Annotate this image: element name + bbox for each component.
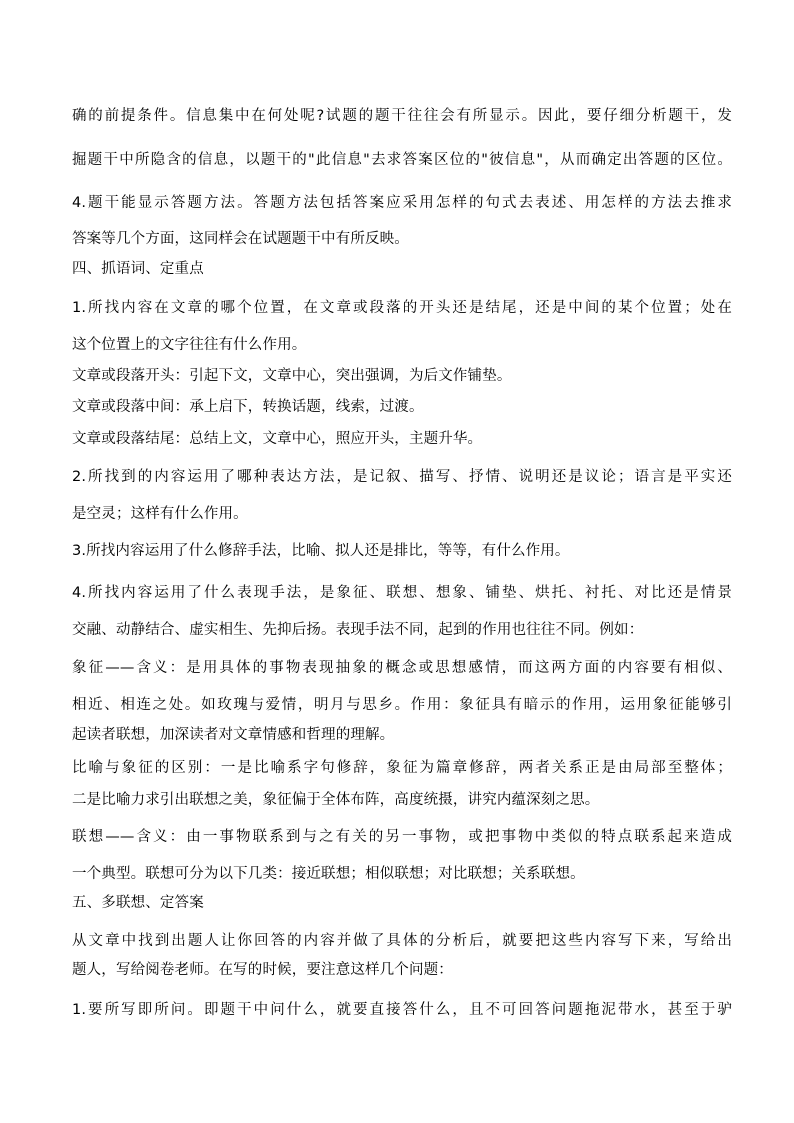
paragraph-line: 交融、动静结合、虚实相生、先抑后扬。表现手法不同，起到的作用也往往不同。例如： [72,622,644,638]
paragraph-line: 比喻与象征的区别：一是比喻系字句修辞，象征为篇章修辞，两者关系正是由局部至整体； [72,760,732,776]
paragraph-line: 这个位置上的文字往往有什么作用。 [72,337,307,353]
paragraph-line: 文章或段落开头：引起下文，文章中心，突出强调，为后文作铺垫。 [72,368,512,384]
paragraph-line: 答案等几个方面，这同样会在试题题干中有所反映。 [72,231,409,247]
paragraph-line: 相近、相连之处。如玫瑰与爱情，明月与思乡。作用：象征具有暗示的作用，运用象征能够引 [72,697,732,713]
paragraph-line: 文章或段落中间：承上启下，转换话题，线索，过渡。 [72,399,424,415]
paragraph-line: 象征——含义：是用具体的事物表现抽象的概念或思想感情，而这两方面的内容要有相似、 [72,660,732,676]
paragraph-line: 4.题干能显示答题方法。答题方法包括答案应采用怎样的句式去表述、用怎样的方法去推求 [72,195,732,211]
paragraph-line: 文章或段落结尾：总结上文，文章中心，照应开头，主题升华。 [72,431,483,447]
paragraph-line: 3.所找内容运用了什么修辞手法，比喻、拟人还是排比，等等，有什么作用。 [72,543,570,559]
paragraph-line: 一个典型。联想可分为以下几类：接近联想；相似联想；对比联想；关系联想。 [72,866,585,882]
paragraph-line: 掘题干中所隐含的信息，以题干的"此信息"去求答案区位的"彼信息"，从而确定出答题的区位。 [72,152,732,168]
paragraph-line: 从文章中找到出题人让你回答的内容并做了具体的分析后，就要把这些内容写下来，写给出 [72,933,732,949]
paragraph-line: 是空灵；这样有什么作用。 [72,506,248,522]
paragraph-line: 4.所找内容运用了什么表现手法，是象征、联想、想象、铺垫、烘托、衬托、对比还是情景 [72,585,732,601]
paragraph-line: 联想——含义：由一事物联系到与之有关的另一事物，或把事物中类似的特点联系起来造成 [72,829,732,845]
paragraph-line: 题人，写给阅卷老师。在写的时候，要注意这样几个问题： [72,962,453,978]
paragraph-line: 2.所找到的内容运用了哪种表达方法，是记叙、描写、抒情、说明还是议论；语言是平实还 [72,469,732,485]
paragraph-line: 二是比喻力求引出联想之美，象征偏于全体布阵，高度统摄，讲究内蕴深刻之思。 [72,792,600,808]
paragraph-line: 确的前提条件。信息集中在何处呢?试题的题干往往会有所显示。因此，要仔细分析题干，发 [72,108,732,124]
paragraph-line: 1.所找内容在文章的哪个位置，在文章或段落的开头还是结尾，还是中间的某个位置；处在 [72,300,732,316]
paragraph-line: 1.要所写即所问。即题干中问什么，就要直接答什么，且不可回答问题拖泥带水，甚至于驴 [72,1002,732,1018]
section-heading: 四、抓语词、定重点 [72,261,204,277]
paragraph-line: 起读者联想，加深读者对文章情感和哲理的理解。 [72,727,395,743]
section-heading: 五、多联想、定答案 [72,895,204,911]
